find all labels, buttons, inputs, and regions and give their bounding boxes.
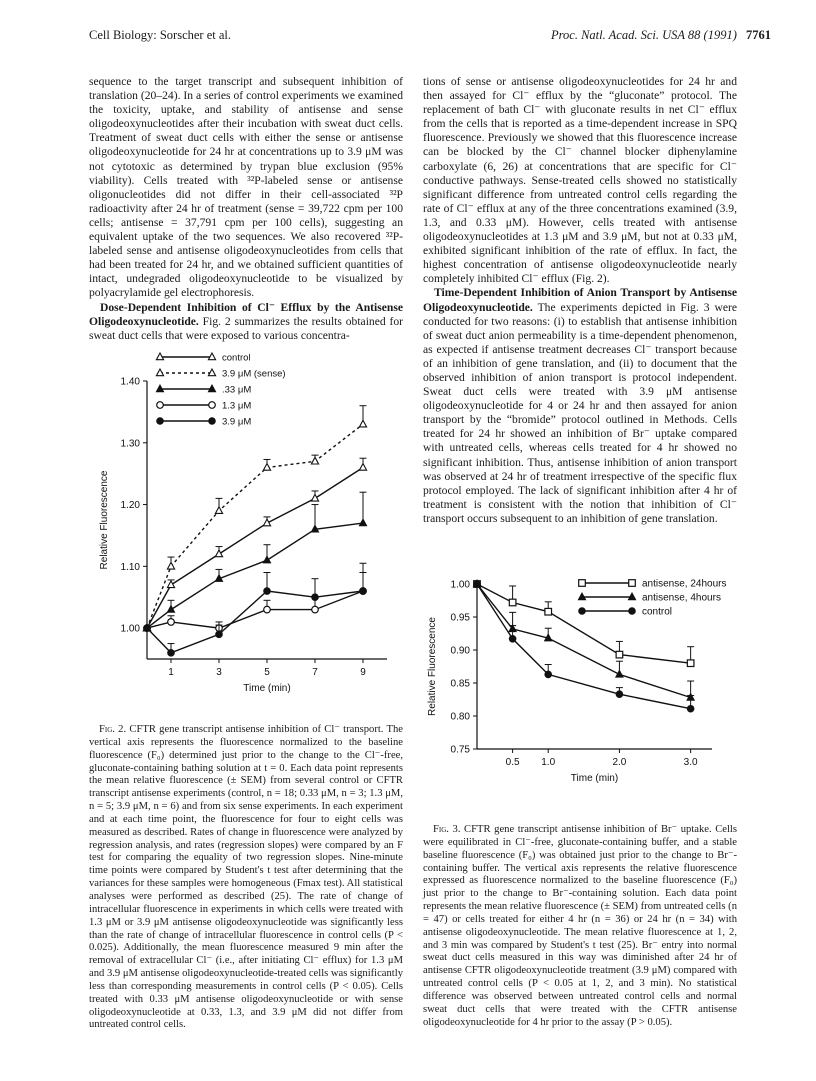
legend-label: antisense, 24hours	[642, 578, 727, 590]
x-axis-label: Time (min)	[570, 773, 619, 784]
left-column-text	[89, 75, 403, 343]
y-tick-label: 0.80	[450, 711, 470, 723]
legend-marker	[579, 580, 586, 587]
data-point	[359, 519, 366, 526]
y-tick-label: 0.75	[450, 744, 470, 756]
data-point	[215, 507, 222, 514]
data-point	[312, 606, 319, 613]
y-tick-label: 1.00	[120, 623, 140, 635]
legend-label: antisense, 4hours	[642, 592, 721, 604]
x-tick-label: 3	[216, 667, 222, 678]
legend-marker	[579, 608, 586, 615]
x-tick-label: 3.0	[683, 757, 698, 768]
data-point	[168, 650, 175, 657]
data-point	[264, 606, 271, 613]
y-tick-label: 1.10	[120, 561, 140, 573]
y-tick-label: 0.95	[450, 612, 470, 624]
data-point	[167, 606, 174, 613]
figure-2-caption	[89, 724, 403, 1032]
data-point	[616, 651, 623, 658]
figure-label: Fig. 3.	[433, 824, 461, 835]
paragraph: sequence to the target transcript and subsequent inhibition of translation (20–24). In a series of control experiments we examined the toxicity, uptake, and stability of antisense and sense oligodeoxynucleotides after their incubation with sweat duct cells. Treatment of sweat duct cells with either the sense or antisense oligodeoxynucleotide for 24 hr at concentrations up to 3.9 μM was not cytotoxic as determined by trypan blue exclusion (95% viability). Cells treated with ³²P-labeled sense or antisense oligonucleotides did not differ in their cell-associated ³²P radioactivity after 24 hr of treatment (sense = 39,722 cpm per 100 cells; antisense = 37,791 cpm per 100 cells), suggesting an equivalent uptake of the two sequences. We also recovered ³²P-labeled sense and antisense oligodeoxynucleotides from cells that had been treated for 24 hr, and we obtained sufficient quantities of intact, undegraded oligodeoxynucleotide to be visualized by polyacrylamide gel electrophoresis.	[89, 75, 403, 300]
legend-marker	[157, 402, 164, 409]
data-point	[263, 556, 270, 563]
x-axis-label: Time (min)	[243, 683, 291, 694]
x-tick-label: 9	[360, 667, 366, 678]
caption-body: CFTR gene transcript antisense inhibition of Br⁻ uptake. Cells were equilibrated in Cl⁻-free, gluconate-containing buffer, and a stable baseline fluorescence (F₀) was obtained just prior to the change to Br⁻-containing buffer. The vertical axis represents the relative fluorescence expressed as fluorescence normalized to the baseline fluorescence (F₀) just prior to the change to Br⁻-containing solution. Each data point represents the mean relative fluorescence (± SEM) from untreated cells (n = 47) or cells treated for either 4 hr (n = 36) or 24 hr (n = 34) with antisense oligodeoxynucleotide. The mean relative fluorescence at 1, 2, and 3 min was compared by Student's t test (25). Br⁻ entry into normal sweat duct cells measured in this way was diminished after 24 hr of antisense CFTR oligodeoxynucleotide treatment (3.9 μM) compared with untreated control cells (P < 0.05 at 1, 2, and 3 min). No statistical difference was observed between untreated control cells and normal sweat duct cells that were treated with the CFTR antisense oligodeoxynucleotide for 4 hr prior to the assay (P > 0.05).	[423, 824, 737, 1028]
paragraph: tions of sense or antisense oligodeoxynucleotides for 24 hr and then assayed for Cl⁻ efflux by the “gluconate” protocol. The replacement of bath Cl⁻ with gluconate results in net Cl⁻ efflux from the cells that is reported as a time-dependent increase in SPQ fluorescence. Previously we showed that this fluorescence increase can be blocked by the Cl⁻ channel blocker diphenylamine carboxylate (6, 26) at concentrations that are specific for Cl⁻ conductive pathways. Sense-treated cells showed no statistically significant difference from untreated control cells regarding the rate of Cl⁻ efflux at any of the three concentrations examined (3.9, 1.3, and 0.33 μM). However, cells treated with antisense oligodeoxynucleotides at 1.3 μM and 3.9 μM, but not at 0.33 μM, exhibited significant inhibition of the rate of efflux. In fact, the highest concentration of antisense oligodeoxynucleotide nearly completely inhibited Cl⁻ efflux (Fig. 2).	[423, 75, 737, 286]
running-head-left: Cell Biology: Sorscher et al.	[89, 28, 231, 42]
series-line	[147, 591, 363, 653]
data-point	[311, 457, 318, 464]
data-point	[264, 588, 271, 595]
legend-marker	[629, 608, 636, 615]
page-number: 7761	[746, 28, 771, 42]
x-tick-label: 1	[168, 667, 174, 678]
figure-3-chart	[420, 573, 740, 813]
data-point	[360, 588, 367, 595]
legend-marker	[209, 418, 216, 425]
legend-label: control	[222, 352, 251, 364]
data-point	[215, 550, 222, 557]
data-point	[167, 562, 174, 569]
data-point	[687, 705, 694, 712]
caption-body: CFTR gene transcript antisense inhibition of Cl⁻ transport. The vertical axis represents the fluorescence normalized to the baseline fluorescence (F₀) determined just prior to the change to the Cl⁻-free, gluconate-containing bathing solution at t = 0. Each data point represents the mean relative fluorescence (± SEM) from several control or CFTR transcript antisense experiments (control, n = 18; 0.33 μM, n = 3; 1.3 μM, n = 5; 3.9 μM, n = 6) and from six sense experiments. In each experiment and at each time point, the fluorescence for four to eight cells was measured as described. Rates of change in fluorescence were analyzed by regression analysis, and rates (regression slopes) were compared by an F test for comparing the equality of two regression slopes. Nine-minute time points were compared by Student's t test after determining that the variances for these samples were homogeneous (Fmax test). All statistical analyses were performed as described (25). The rate of change of intracellular fluorescence in experiments in which cells were treated with 1.3 μM or 3.9 μM antisense oligodeoxynucleotide was significantly less than the rate of change of intracellular fluorescence in control cells (P < 0.025). Additionally, the mean fluorescence measured 9 min after the removal of extracellular Cl⁻ (i.e., after initiating Cl⁻ efflux) for 1.3 μM and 3.9 μM antisense oligodeoxynucleotide-treated cells was significantly less than corresponding measurements in control cells (P < 0.05). Cells treated with 0.33 μM antisense oligodeoxynucleotide or with sense oligodeoxynucleotide at 0.33, 1.3, and 3.9 μM did not differ from untreated control cells.	[89, 724, 403, 1031]
caption-text	[89, 724, 403, 1032]
section-heading: Time-Dependent Inhibition of Anion Transport by Antisense Oligodeoxynucleotide.	[423, 286, 737, 314]
right-column-text	[423, 75, 737, 526]
series-line	[147, 591, 363, 628]
y-tick-label: 0.85	[450, 678, 470, 690]
x-tick-label: 0.5	[505, 757, 520, 768]
caption-text	[423, 824, 737, 1030]
legend-marker	[157, 418, 164, 425]
data-point	[144, 625, 151, 632]
data-point	[474, 581, 481, 588]
data-point	[167, 581, 174, 588]
running-head-journal: Proc. Natl. Acad. Sci. USA 88 (1991)	[551, 28, 737, 42]
legend-marker	[629, 580, 636, 587]
data-point	[616, 691, 623, 698]
legend-label: 3.9 μM (sense)	[222, 368, 286, 380]
data-point	[509, 599, 516, 606]
data-point	[311, 494, 318, 501]
data-point	[509, 635, 516, 642]
legend-label: .33 μM	[222, 384, 252, 396]
figure-3-caption	[423, 824, 737, 1030]
legend-label: 3.9 μM	[222, 416, 252, 428]
x-tick-label: 2.0	[612, 757, 627, 768]
x-tick-label: 5	[264, 667, 270, 678]
data-point	[312, 594, 319, 601]
y-axis-label: Relative Fluorescence	[99, 470, 110, 570]
x-tick-label: 7	[312, 667, 318, 678]
y-tick-label: 1.00	[450, 579, 470, 591]
figure-2-chart	[95, 345, 405, 715]
figure-label: Fig. 2.	[99, 724, 127, 735]
data-point	[168, 619, 175, 626]
data-point	[545, 671, 552, 678]
data-point	[216, 631, 223, 638]
series-line	[147, 523, 363, 628]
y-tick-label: 1.20	[120, 500, 140, 512]
paragraph	[89, 301, 403, 343]
y-tick-label: 1.30	[120, 438, 140, 450]
paragraph-text: The experiments depicted in Fig. 3 were conducted for two reasons: (i) to establish that antisense inhibition of sweat duct anion permeability is a time-dependent phenomenon, as expected if antisense treatment decreases Cl⁻ transport because of an inhibition of gene translation, and (ii) to document that the observed inhibition of anion transport is protocol independent. Sweat duct cells were treated with 3.9 μM antisense oligodeoxynucleotide for 4 or 24 hr and then assayed for anion transport by the “bromide” protocol outlined in Methods. Cells treated for 24 hr showed an inhibition of Br⁻ uptake compared with untreated cells, whereas cells treated for 4 hr showed no significant inhibition. Thus, antisense inhibition of anion transport was observed at 24 hr of treatment irrespective of the specific flux protocol employed. The lack of significant inhibition after 4 hr of treatment is consistent with the notion that inhibition of Cl⁻ transport occurs subsequent to an inhibition of gene translation.	[423, 300, 737, 525]
data-point	[359, 463, 366, 470]
x-tick-label: 1.0	[541, 757, 556, 768]
y-tick-label: 0.90	[450, 645, 470, 657]
legend-label: 1.3 μM	[222, 400, 252, 412]
legend-label: control	[642, 606, 673, 618]
paragraph	[423, 286, 737, 526]
data-point	[687, 660, 694, 667]
data-point	[359, 420, 366, 427]
section-heading: Dose-Dependent Inhibition of Cl⁻ Efflux by the Antisense Oligodeoxynucleotide.	[89, 300, 403, 328]
y-tick-label: 1.40	[120, 376, 140, 388]
series-line	[147, 424, 363, 628]
data-point	[545, 608, 552, 615]
legend-marker	[209, 402, 216, 409]
y-axis-label: Relative Fluorescence	[427, 617, 438, 716]
paragraph-text: Fig. 2 summarizes the results obtained for sweat duct cells that were exposed to various concentra-	[89, 314, 403, 342]
